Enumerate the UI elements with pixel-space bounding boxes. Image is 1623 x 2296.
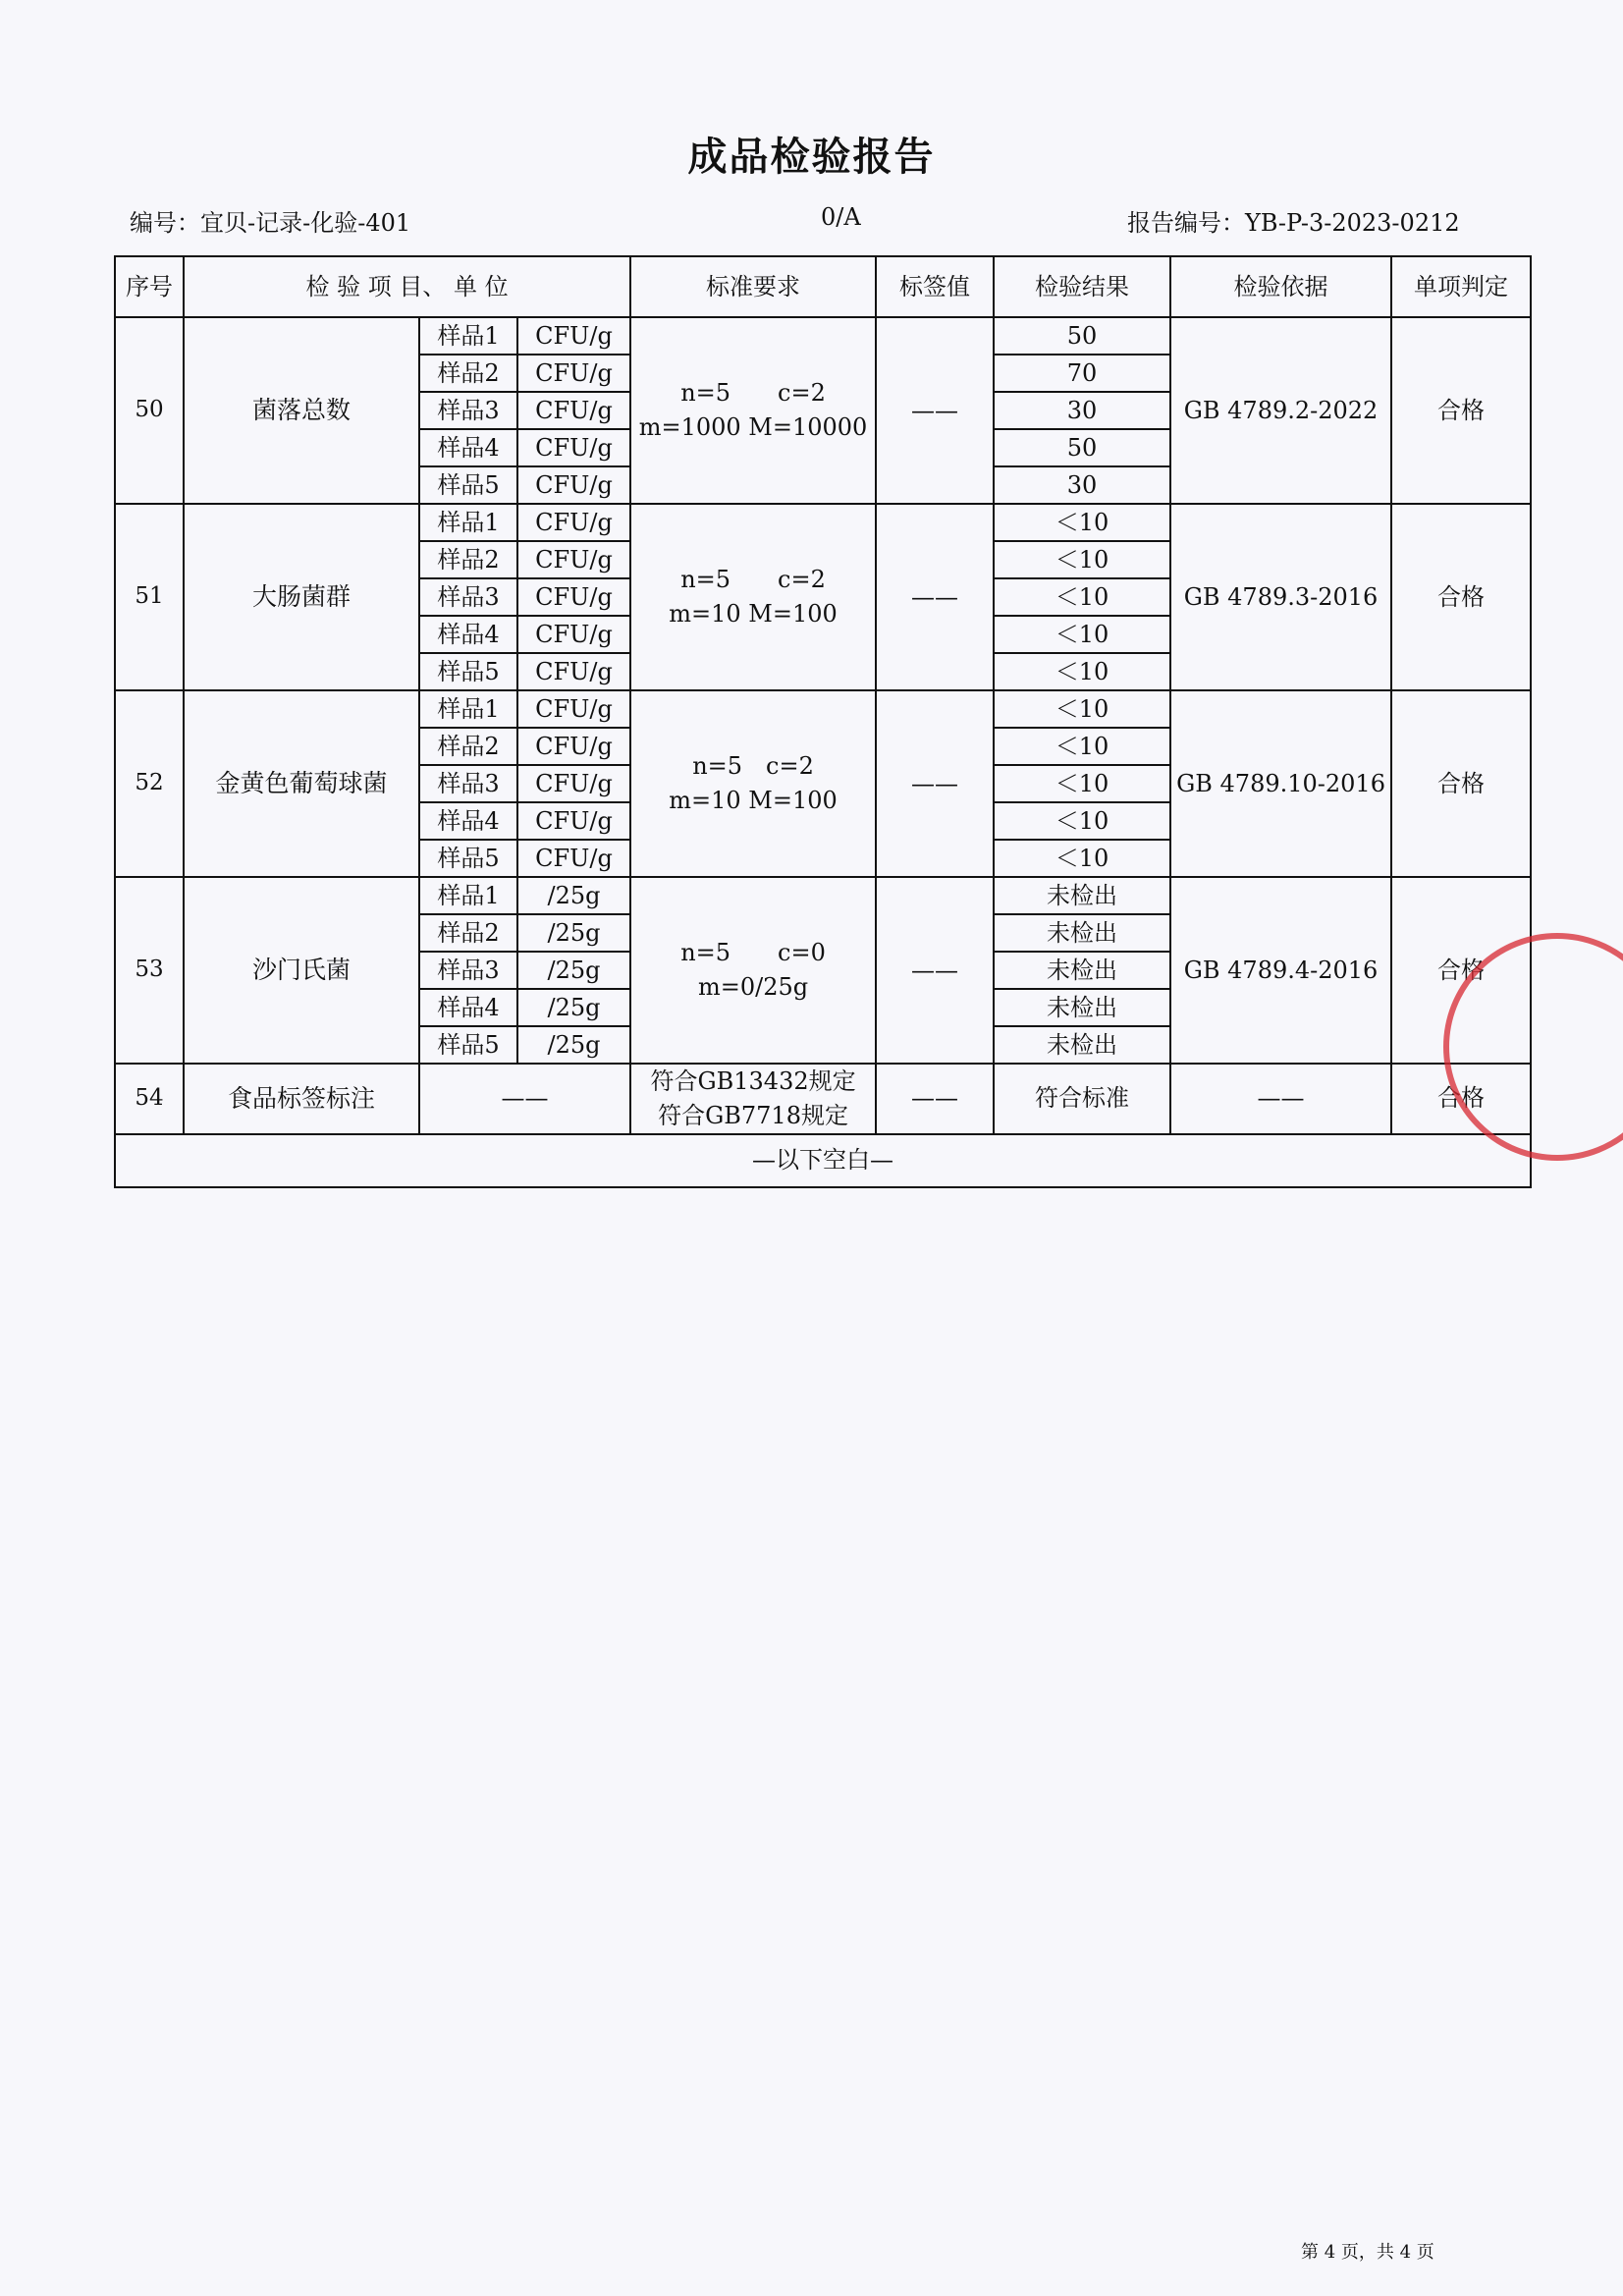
sample-result: 未检出 [994,1026,1170,1064]
row-seq: 52 [115,690,184,877]
sample-unit: CFU/g [517,616,630,653]
table-row [115,877,1531,914]
sample-unit: CFU/g [517,653,630,690]
label-value: —— [876,1064,994,1134]
sample-name: 样品2 [419,728,517,765]
sample-result: 未检出 [994,989,1170,1026]
test-basis: GB 4789.10-2016 [1170,690,1391,877]
doc-code: 编号：宜贝-记录-化验-401 [130,209,411,237]
test-result: 符合标准 [994,1064,1170,1134]
label-value: —— [876,504,994,690]
standard-line: m=1000 M=10000 [638,413,868,441]
sample-name: 样品3 [419,952,517,989]
standard-line: n=5 c=2 [692,752,814,781]
judgment: 合格 [1391,690,1531,877]
sample-unit: CFU/g [517,355,630,392]
sample-unit: CFU/g [517,578,630,616]
header-result: 检验结果 [994,256,1170,317]
table-row [115,690,1531,728]
sample-result: 未检出 [994,877,1170,914]
item-name: 菌落总数 [184,317,419,504]
header-standard: 标准要求 [630,256,876,317]
standard-requirement [630,1064,876,1134]
item-name: 金黄色葡萄球菌 [184,690,419,877]
item-name: 沙门氏菌 [184,877,419,1064]
sample-result: ＜10 [994,653,1170,690]
sample-name: 样品3 [419,765,517,802]
item-name: 食品标签标注 [184,1064,419,1134]
sample-name: 样品1 [419,877,517,914]
version: 0/A [821,203,861,231]
sample-name: 样品5 [419,466,517,504]
sample-unit: CFU/g [517,392,630,429]
sample-result: 30 [994,466,1170,504]
sample-result: ＜10 [994,728,1170,765]
standard-line: n=5 c=2 [680,566,826,594]
page-footer: 第 4 页，共 4 页 [1301,2242,1434,2263]
sample-name: 样品1 [419,690,517,728]
sample-result: ＜10 [994,840,1170,877]
sample-name: 样品5 [419,653,517,690]
sample-unit: /25g [517,914,630,952]
sample-name: 样品4 [419,429,517,466]
report-title: 成品检验报告 [687,135,936,180]
header-seq: 序号 [115,256,184,317]
header-item: 检 验 项 目、 单 位 [184,256,630,317]
sample-unit: /25g [517,1026,630,1064]
sample-unit: CFU/g [517,466,630,504]
sample-unit: CFU/g [517,429,630,466]
label-value: —— [876,317,994,504]
sample-unit: /25g [517,952,630,989]
sample-name: 样品3 [419,578,517,616]
standard-requirement [630,877,876,1064]
sample-name: 样品5 [419,840,517,877]
sample-unit: /25g [517,877,630,914]
sample-unit: CFU/g [517,840,630,877]
judgment: 合格 [1391,504,1531,690]
sample-unit: CFU/g [517,728,630,765]
sample-unit: CFU/g [517,690,630,728]
judgment: 合格 [1391,317,1531,504]
sample-unit: CFU/g [517,541,630,578]
inspection-table [114,255,1532,1188]
sample-result: ＜10 [994,504,1170,541]
row-seq: 51 [115,504,184,690]
row-seq: 53 [115,877,184,1064]
header-judgment: 单项判定 [1391,256,1531,317]
header-label-value: 标签值 [876,256,994,317]
sample-result: 未检出 [994,914,1170,952]
judgment: 合格 [1391,877,1531,1064]
label-value: —— [876,690,994,877]
blank-row [115,1134,1531,1187]
test-basis: GB 4789.2-2022 [1170,317,1391,504]
table-row [115,1064,1531,1134]
sample-name: 样品2 [419,541,517,578]
sample-result: 未检出 [994,952,1170,989]
sample-unit: CFU/g [517,317,630,355]
sample-result: 50 [994,429,1170,466]
table-row [115,317,1531,355]
standard-requirement [630,504,876,690]
sample-result: ＜10 [994,541,1170,578]
sample-name: 样品1 [419,504,517,541]
sample-result: 30 [994,392,1170,429]
blank-note: —以下空白— [115,1134,1531,1187]
standard-requirement [630,690,876,877]
sample-name: 样品1 [419,317,517,355]
sample-name: 样品2 [419,914,517,952]
sample-name: 样品4 [419,616,517,653]
sample-unit: —— [419,1064,630,1134]
sample-unit: CFU/g [517,504,630,541]
sample-result: ＜10 [994,616,1170,653]
sample-unit: /25g [517,989,630,1026]
row-seq: 54 [115,1064,184,1134]
sample-unit: CFU/g [517,765,630,802]
standard-line: n=5 c=2 [680,379,826,408]
report-number: 报告编号：YB-P-3-2023-0212 [1127,209,1460,237]
header-row [115,256,1531,317]
test-basis: —— [1170,1064,1391,1134]
sample-result: 70 [994,355,1170,392]
test-basis: GB 4789.4-2016 [1170,877,1391,1064]
sample-unit: CFU/g [517,802,630,840]
standard-line: 符合GB13432规定 [650,1067,856,1095]
sample-result: ＜10 [994,765,1170,802]
sample-name: 样品2 [419,355,517,392]
label-value: —— [876,877,994,1064]
standard-requirement [630,317,876,504]
sample-name: 样品4 [419,989,517,1026]
sample-name: 样品5 [419,1026,517,1064]
header-basis: 检验依据 [1170,256,1391,317]
standard-line: 符合GB7718规定 [658,1101,848,1129]
test-basis: GB 4789.3-2016 [1170,504,1391,690]
standard-line: n=5 c=0 [680,939,826,967]
sample-result: 50 [994,317,1170,355]
standard-line: m=10 M=100 [669,600,838,628]
sample-result: ＜10 [994,690,1170,728]
sample-name: 样品3 [419,392,517,429]
row-seq: 50 [115,317,184,504]
item-name: 大肠菌群 [184,504,419,690]
judgment: 合格 [1391,1064,1531,1134]
sample-name: 样品4 [419,802,517,840]
standard-line: m=10 M=100 [669,787,838,814]
sample-result: ＜10 [994,578,1170,616]
sample-result: ＜10 [994,802,1170,840]
standard-line: m=0/25g [697,973,809,1001]
table-row [115,504,1531,541]
report-table-wrapper [114,255,1530,1188]
